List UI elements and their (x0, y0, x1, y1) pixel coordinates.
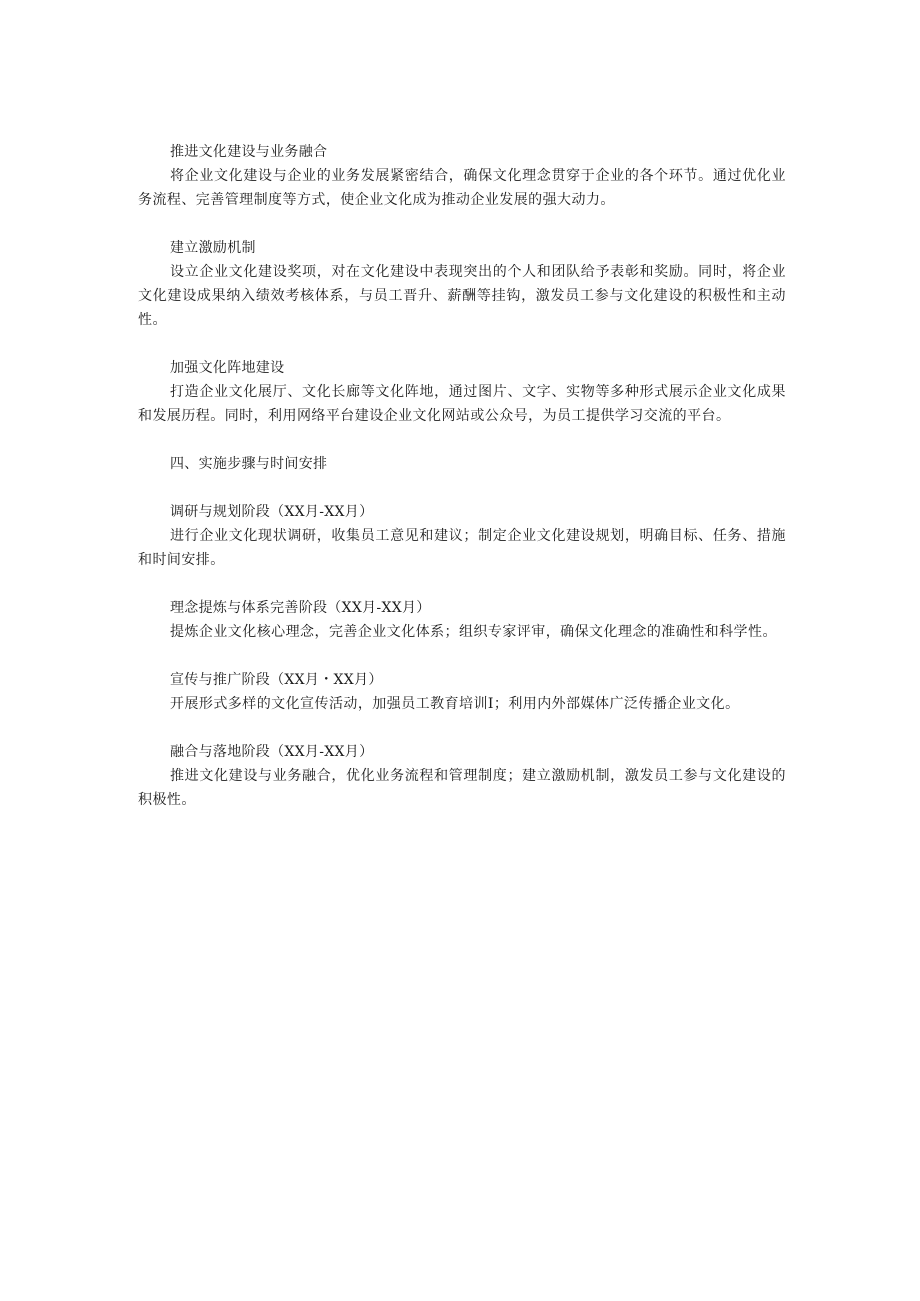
section-implementation-steps (138, 452, 786, 476)
phase-heading: 调研与规划阶段（XX月-XX月） (170, 504, 374, 520)
chapter-heading: 四、实施步骤与时间安排 (170, 456, 328, 472)
section-promotion-phase (138, 668, 786, 716)
section-paragraph: 打造企业文化展厅、文化长廊等文化阵地，通过图片、文字、实物等多种形式展示企业文化成果和发展历程。同时，利用网络平台建设企业文化网站或公众号，为员工提供学习交流的平台。 (138, 384, 786, 424)
section-incentive-mechanism (138, 236, 786, 332)
section-paragraph: 设立企业文化建设奖项，对在文化建设中表现突出的个人和团队给予表彰和奖励。同时，将企业文化建设成果纳入绩效考核体系，与员工晋升、薪酬等挂钩，激发员工参与文化建设的积极性和主动性。 (138, 264, 786, 328)
phase-paragraph: 开展形式多样的文化宣传活动，加强员工教育培训I；利用内外部媒体广泛传播企业文化。 (170, 696, 740, 712)
phase-paragraph: 进行企业文化现状调研，收集员工意见和建议；制定企业文化建设规划，明确目标、任务、措施和时间安排。 (138, 528, 786, 568)
section-research-planning-phase (138, 500, 786, 572)
phase-heading: 理念提炼与体系完善阶段（XX月-XX月） (170, 600, 431, 616)
document-body (138, 140, 786, 836)
phase-paragraph: 提炼企业文化核心理念，完善企业文化体系；组织专家评审，确保文化理念的准确性和科学性。 (170, 624, 777, 640)
section-paragraph: 将企业文化建设与企业的业务发展紧密结合，确保文化理念贯穿于企业的各个环节。通过优化业务流程、完善管理制度等方式，使企业文化成为推动企业发展的强大动力。 (138, 168, 786, 208)
section-culture-positions (138, 356, 786, 428)
phase-heading: 融合与落地阶段（XX月-XX月） (170, 744, 374, 760)
section-integration-landing-phase (138, 740, 786, 812)
section-concept-refinement-phase (138, 596, 786, 644)
section-heading: 建立激励机制 (170, 240, 256, 256)
section-heading: 推进文化建设与业务融合 (170, 144, 328, 160)
section-heading: 加强文化阵地建设 (170, 360, 285, 376)
phase-paragraph: 推进文化建设与业务融合，优化业务流程和管理制度；建立激励机制，激发员工参与文化建设的积极性。 (138, 768, 786, 808)
section-culture-business-integration (138, 140, 786, 212)
phase-heading: 宣传与推广阶段（XX月・XX月） (170, 672, 383, 688)
